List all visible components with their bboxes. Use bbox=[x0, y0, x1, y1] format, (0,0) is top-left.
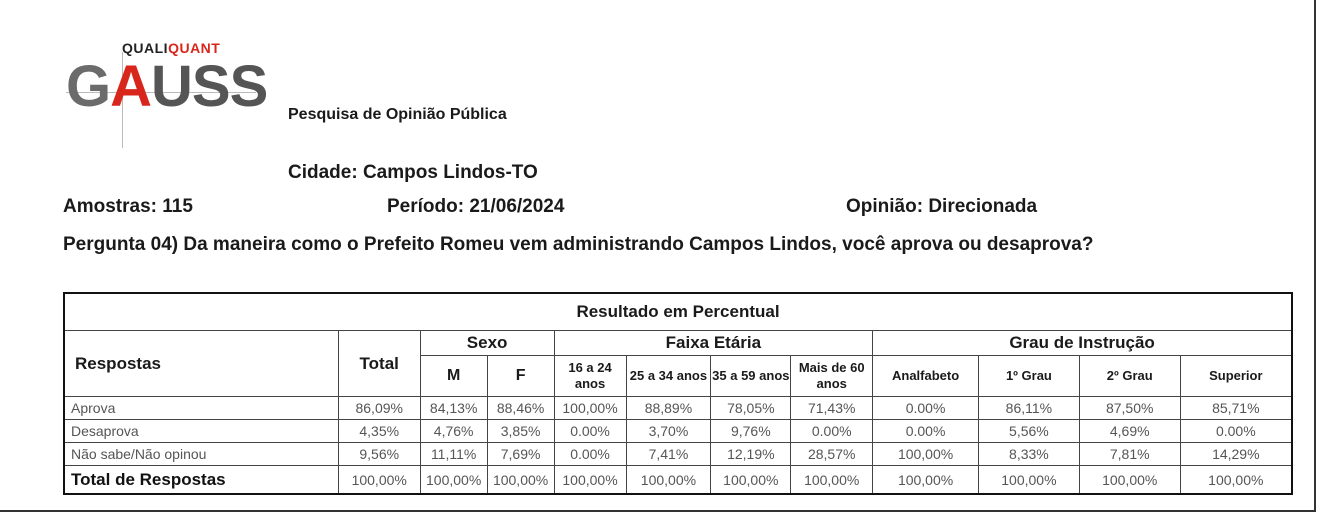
cell: 7,69% bbox=[487, 443, 554, 466]
cell: 3,85% bbox=[487, 420, 554, 443]
sub-header-16-24: 16 a 24 anos bbox=[554, 356, 626, 397]
question-text: Pergunta 04) Da maneira como o Prefeito Romeu vem administrando Campos Lindos, você aprova ou desaprova? bbox=[63, 234, 1094, 255]
cell: 100,00% bbox=[873, 443, 979, 466]
cell: 12,19% bbox=[711, 443, 791, 466]
cell: 7,41% bbox=[626, 443, 711, 466]
cell: 100,00% bbox=[791, 466, 873, 495]
cell: 86,09% bbox=[338, 397, 420, 420]
cell: 84,13% bbox=[420, 397, 487, 420]
faixa-etaria-group-header: Faixa Etária bbox=[554, 331, 873, 356]
cell: 78,05% bbox=[711, 397, 791, 420]
cell: 8,33% bbox=[979, 443, 1080, 466]
cell: 100,00% bbox=[873, 466, 979, 495]
cell: 100,00% bbox=[338, 466, 420, 495]
respostas-header: Respostas bbox=[64, 331, 338, 397]
sub-header-m: M bbox=[420, 356, 487, 397]
cell: 100,00% bbox=[554, 466, 626, 495]
row-label: Não sabe/Não opinou bbox=[64, 443, 338, 466]
cell: 100,00% bbox=[487, 466, 554, 495]
table-row bbox=[64, 420, 1292, 443]
sub-header-superior: Superior bbox=[1180, 356, 1292, 397]
cell: 0.00% bbox=[554, 443, 626, 466]
sub-header-2-grau: 2º Grau bbox=[1079, 356, 1180, 397]
total-header: Total bbox=[338, 331, 420, 397]
cell: 14,29% bbox=[1180, 443, 1292, 466]
cell: 0.00% bbox=[554, 420, 626, 443]
cell: 7,81% bbox=[1079, 443, 1180, 466]
cell: 11,11% bbox=[420, 443, 487, 466]
sexo-group-header: Sexo bbox=[420, 331, 554, 356]
row-label: Aprova bbox=[64, 397, 338, 420]
cell: 100,00% bbox=[711, 466, 791, 495]
row-label: Desaprova bbox=[64, 420, 338, 443]
cell: 100,00% bbox=[554, 397, 626, 420]
cell: 4,69% bbox=[1079, 420, 1180, 443]
cell: 0.00% bbox=[791, 420, 873, 443]
sub-header-60-plus: Mais de 60 anos bbox=[791, 356, 873, 397]
total-row bbox=[64, 466, 1292, 495]
survey-subtitle: Pesquisa de Opinião Pública bbox=[288, 106, 507, 123]
sub-header-35-59: 35 a 59 anos bbox=[711, 356, 791, 397]
cell: 100,00% bbox=[1079, 466, 1180, 495]
cell: 0.00% bbox=[873, 420, 979, 443]
cell: 4,35% bbox=[338, 420, 420, 443]
cell: 88,46% bbox=[487, 397, 554, 420]
grau-instrucao-group-header: Grau de Instrução bbox=[873, 331, 1292, 356]
table-row bbox=[64, 443, 1292, 466]
period-label: Período: 21/06/2024 bbox=[387, 196, 565, 217]
sub-header-25-34: 25 a 34 anos bbox=[626, 356, 711, 397]
samples-label: Amostras: 115 bbox=[63, 196, 193, 217]
cell: 0.00% bbox=[1180, 420, 1292, 443]
cell: 71,43% bbox=[791, 397, 873, 420]
cell: 28,57% bbox=[791, 443, 873, 466]
sub-header-analfabeto: Analfabeto bbox=[873, 356, 979, 397]
cell: 9,56% bbox=[338, 443, 420, 466]
frame-right-border bbox=[1314, 0, 1316, 512]
frame-bottom-border bbox=[0, 510, 1316, 512]
table-title: Resultado em Percentual bbox=[64, 293, 1292, 331]
logo-tagline: QUALIQUANT bbox=[122, 40, 221, 56]
logo-wordmark: GAUSS bbox=[66, 54, 268, 119]
cell: 0.00% bbox=[873, 397, 979, 420]
cell: 5,56% bbox=[979, 420, 1080, 443]
cell: 100,00% bbox=[1180, 466, 1292, 495]
cell: 4,76% bbox=[420, 420, 487, 443]
cell: 100,00% bbox=[626, 466, 711, 495]
gauss-logo bbox=[66, 38, 268, 150]
cell: 100,00% bbox=[979, 466, 1080, 495]
cell: 9,76% bbox=[711, 420, 791, 443]
cell: 100,00% bbox=[420, 466, 487, 495]
sub-header-f: F bbox=[487, 356, 554, 397]
cell: 86,11% bbox=[979, 397, 1080, 420]
total-row-label: Total de Respostas bbox=[64, 466, 338, 495]
cell: 87,50% bbox=[1079, 397, 1180, 420]
sub-header-1-grau: 1º Grau bbox=[979, 356, 1080, 397]
cell: 3,70% bbox=[626, 420, 711, 443]
city-label: Cidade: Campos Lindos-TO bbox=[288, 162, 538, 183]
opinion-label: Opinião: Direcionada bbox=[846, 196, 1038, 217]
results-table bbox=[63, 292, 1293, 495]
cell: 88,89% bbox=[626, 397, 711, 420]
table-row bbox=[64, 397, 1292, 420]
cell: 85,71% bbox=[1180, 397, 1292, 420]
